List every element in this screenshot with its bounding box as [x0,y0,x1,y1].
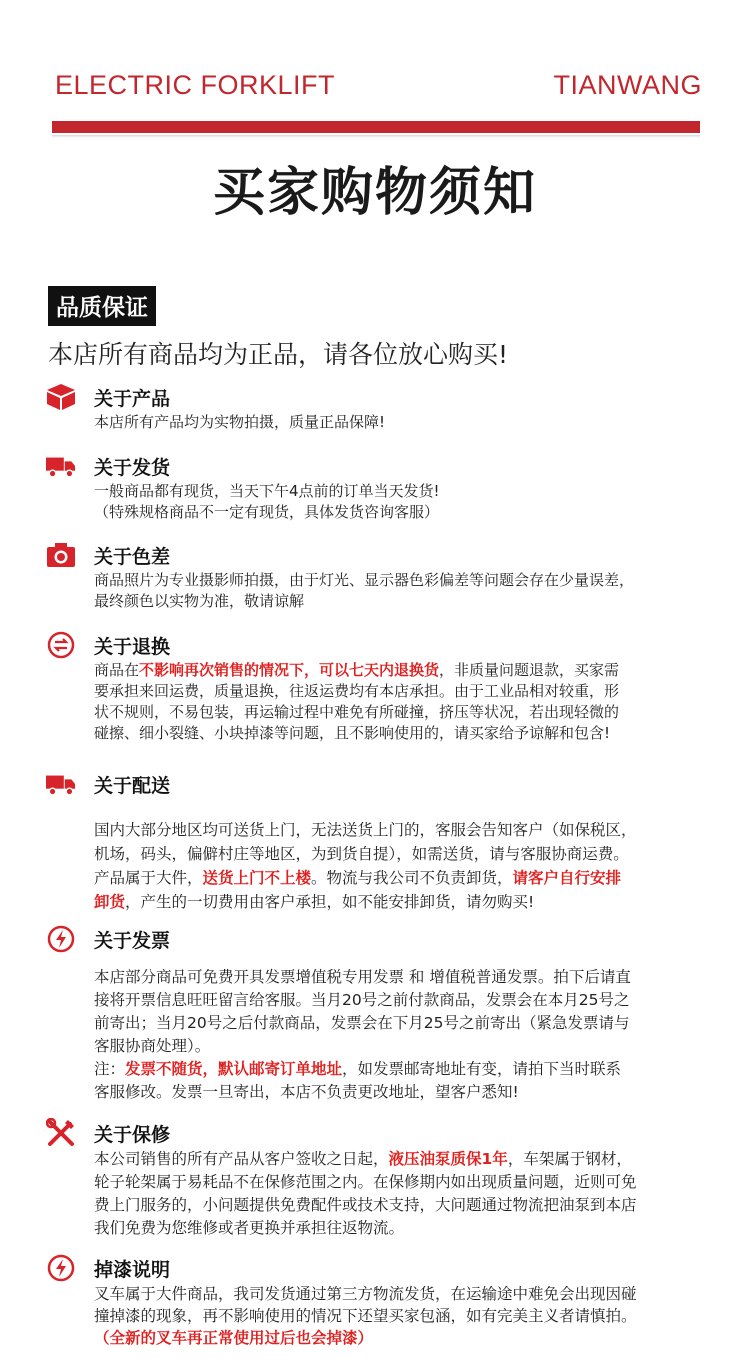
body-line: 一般商品都有现货，当天下午4点前的订单当天发货! [94,482,440,500]
body-line: 我们免费为您维修或者更换并承担往返物流。 [94,1219,405,1237]
section-shipping [46,451,726,523]
brand-left: ELECTRIC FORKLIFT [55,70,336,100]
brand-right: TIANWANG [553,70,702,100]
body-line: 最终颜色以实物为准，敬请谅解 [94,592,305,610]
section-title: 关于发票 [94,929,171,952]
lightning-icon [46,1254,76,1282]
body-line: 客服协商处理）。 [94,1037,211,1055]
section-delivery [46,769,726,914]
section-body [94,481,726,523]
text: 注： [94,1060,126,1078]
page-title: 买家购物须知 [212,163,537,223]
text: ，非质量问题退款，买家需 [439,661,620,679]
quality-badge: 品质保证 [48,286,156,326]
section-title: 关于色差 [94,545,171,568]
highlight-text: 发票不随货，默认邮寄订单地址 [125,1060,343,1078]
body-line [94,1148,726,1171]
section-paint [46,1253,726,1349]
text: 商品在 [94,661,140,679]
body-line [94,866,726,890]
exchange-icon [46,631,76,659]
body-line: 费上门服务的，小问题提供免费配件或技术支持，大问题通过物流把油泵到本店 [94,1196,637,1214]
body-line [94,890,726,914]
truck-icon [46,770,76,798]
text: ，如发票邮寄地址有变，请拍下当时联系 [342,1060,622,1078]
section-product [46,382,726,433]
camera-icon [46,541,76,569]
body-line: 状不规则，不易包装，再运输过程中难免有所碰撞，挤压等状况，若出现轻微的 [94,703,620,721]
section-body [94,818,726,914]
body-line: 本店所有产品均为实物拍摄，质量正品保障! [94,413,386,431]
section-returns [46,630,726,744]
section-title: 关于保修 [94,1123,171,1146]
body-line [94,1058,726,1081]
body-line: 碰擦、细小裂缝、小块掉漆等问题，且不影响使用的，请买家给予谅解和包含! [94,724,611,742]
section-body [94,1283,726,1349]
highlight-text: （全新的叉车再正常使用过后也会掉漆） [94,1329,374,1347]
body-line: 机场，码头，偏僻村庄等地区，为到货自提），如需送货，请与客服协商运费。 [94,845,629,863]
header-divider [52,121,700,133]
section-invoice [46,924,726,1104]
highlight-text: 卸货 [94,893,126,911]
body-line [94,660,726,681]
lightning-icon [46,925,76,953]
text: 产品属于大件， [94,869,203,887]
highlight-text: 请客户自行安排 [512,869,622,887]
section-body [94,570,726,612]
section-title: 关于发货 [94,456,171,479]
tools-icon [46,1119,76,1147]
highlight-text: 送货上门不上楼 [202,869,312,887]
section-title: 关于配送 [94,774,171,797]
body-line: （特殊规格商品不一定有现货，具体发货咨询客服） [94,503,440,521]
section-color [46,540,726,612]
text: ，产生的一切费用由客户承担，如不能安排卸货，请勿购买! [125,893,535,911]
body-line: 客服修改。发票一旦寄出，本店不负责更改地址，望客户悉知! [94,1083,519,1101]
body-line: 叉车属于大件商品，我司发货通过第三方物流发货，在运输途中难免会出现因碰 [94,1285,637,1303]
body-line: 撞掉漆的现象，再不影响使用的情况下还望买家包涵，如有完美主义者请慎拍。 [94,1307,637,1325]
highlight-text: 不影响再次销售的情况下，可以七天内退换货 [139,661,440,679]
text: ，车架属于钢材， [507,1150,632,1168]
section-body [94,966,726,1104]
quality-intro: 本店所有商品均为正品，请各位放心购买! [48,340,509,369]
text: 。物流与我公司不负责卸货， [311,869,513,887]
body-line: 本店部分商品可免费开具发票增值税专用发票 和 增值税普通发票。拍下后请直 [94,968,631,986]
section-title: 关于产品 [94,387,171,410]
section-body [94,1148,726,1240]
section-warranty [46,1118,726,1240]
highlight-text: 液压油泵质保1年 [388,1150,508,1168]
section-body [94,660,726,744]
box-icon [46,383,76,411]
text: 本公司销售的所有产品从客户签收之日起， [94,1150,389,1168]
body-line: 轮子轮架属于易耗品不在保修范围之内。在保修期内如出现质量问题，近则可免 [94,1173,637,1191]
section-title: 掉漆说明 [94,1258,171,1281]
section-title: 关于退换 [94,635,171,658]
truck-icon [46,452,76,480]
body-line: 接将开票信息旺旺留言给客服。当月20号之前付款商品，发票会在本月25号之 [94,991,630,1009]
body-line: 要承担来回运费，质量退换，往返运费均有本店承担。由于工业品相对较重，形 [94,682,620,700]
body-line: 前寄出；当月20号之后付款商品，发票会在下月25号之前寄出（紧急发票请与 [94,1014,630,1032]
body-line: 国内大部分地区均可送货上门，无法送货上门的，客服会告知客户（如保税区， [94,821,637,839]
body-line: 商品照片为专业摄影师拍摄，由于灯光、显示器色彩偏差等问题会存在少量误差， [94,571,635,589]
section-body [94,412,726,433]
